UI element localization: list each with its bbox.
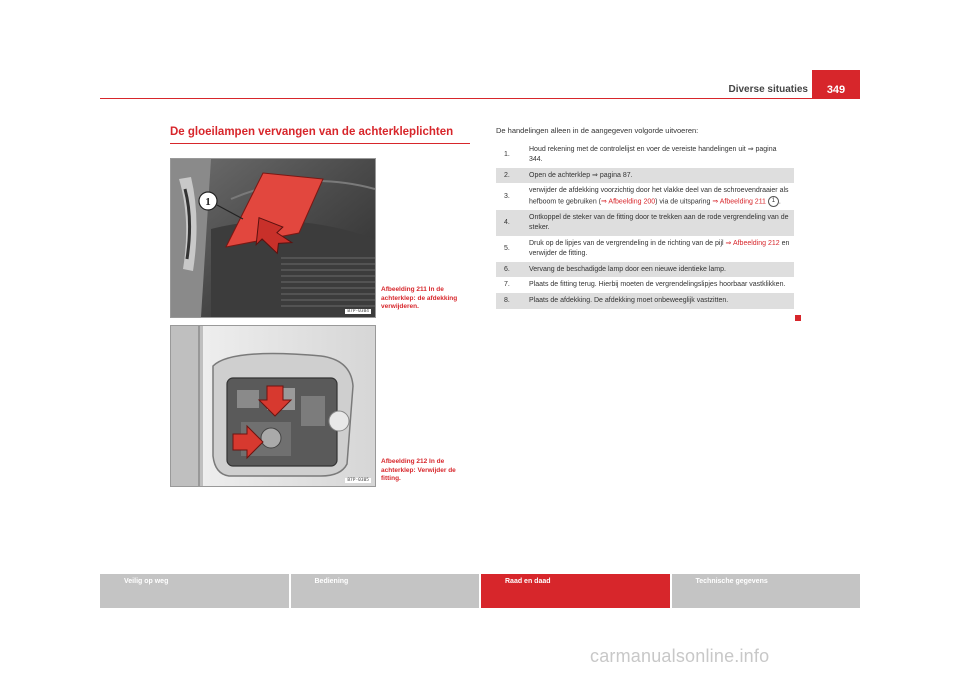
steps-table (496, 142, 794, 309)
cross-reference-link[interactable]: ⇒ Afbeelding 200 (601, 198, 656, 206)
table-row (496, 236, 794, 262)
tab-veilig-op-weg[interactable]: Veilig op weg (100, 574, 291, 608)
section-end-marker (795, 315, 801, 321)
cross-reference-link[interactable]: ⇒ Afbeelding 212 (725, 239, 780, 247)
tab-technische-gegevens[interactable]: Technische gegevens (672, 574, 861, 608)
step-number: 3. (504, 192, 510, 200)
figure-211-code: B7P-0304 (347, 309, 369, 314)
tailgate-cover-illustration (171, 159, 375, 317)
step-text: Vervang de beschadigde lamp door een nieuwe identieke lamp. (525, 262, 794, 278)
step-number: 4. (496, 210, 525, 236)
chapter-tabs (100, 574, 860, 608)
step-text: Plaats de fitting terug. Hierbij moeten de vergrendelingslipjes hoorbaar vastklikken. (529, 281, 786, 289)
step-text: verwijder de afdekking voorzichtig door het vlakke deel van de schroevendraaier als hefboom te gebruiken (⇒ Afbeelding 200) via de uitsparing ⇒ Afbeelding 211 1 . (529, 187, 789, 206)
step-text: Houd rekening met de controlelijst en voer de vereiste handelingen uit ⇒ pagina 344. (529, 146, 777, 163)
table-row (496, 210, 794, 236)
header-rule (100, 98, 860, 99)
step-text: Plaats de afdekking. De afdekking moet onbeweeglijk vastzitten. (525, 293, 794, 309)
table-row (496, 277, 794, 293)
section-rule (170, 143, 470, 144)
figure-211-callout: 1 (205, 196, 211, 208)
figure-212-image (170, 325, 376, 487)
step-number: 7. (504, 281, 510, 289)
watermark: carmanualsonline.info (590, 646, 770, 666)
step-number: 2. (496, 168, 525, 184)
table-row (496, 168, 794, 184)
instructions-intro: De handelingen alleen in de aangegeven volgorde uitvoeren: (496, 126, 699, 135)
lamp-holder-illustration (171, 326, 375, 486)
table-row (496, 262, 794, 278)
step-number: 5. (504, 244, 510, 252)
figure-212-caption: Afbeelding 212 In de achterklep: Verwijder de fitting. (381, 458, 456, 482)
cross-reference-link[interactable]: ⇒ Afbeelding 211 (712, 198, 766, 206)
step-number: 1. (504, 150, 510, 158)
page-number: 349 (812, 70, 860, 98)
running-header-title: Diverse situaties (728, 84, 808, 95)
callout-marker: 1 (768, 196, 779, 207)
figure-211-image (170, 158, 376, 318)
table-row (496, 293, 794, 309)
step-text: Ontkoppel de steker van de fitting door te trekken aan de rode vergrendeling van de steker. (525, 210, 794, 236)
table-row (496, 142, 794, 168)
tab-bediening[interactable]: Bediening (291, 574, 482, 608)
step-number: 8. (496, 293, 525, 309)
tab-raad-en-daad[interactable]: Raad en daad (481, 574, 672, 608)
step-number: 6. (496, 262, 525, 278)
table-row (496, 183, 794, 210)
figure-211-caption: Afbeelding 211 In de achterklep: de afdekking verwijderen. (381, 286, 458, 310)
step-text: Druk op de lipjes van de vergrendeling in de richting van de pijl ⇒ Afbeelding 212 en verwijder de fitting. (529, 239, 790, 257)
section-title: De gloeilampen vervangen van de achterkleplichten (170, 126, 454, 138)
figure-212-code: B7P-0305 (347, 478, 369, 483)
step-text: Open de achterklep ⇒ pagina 87. (525, 168, 794, 184)
